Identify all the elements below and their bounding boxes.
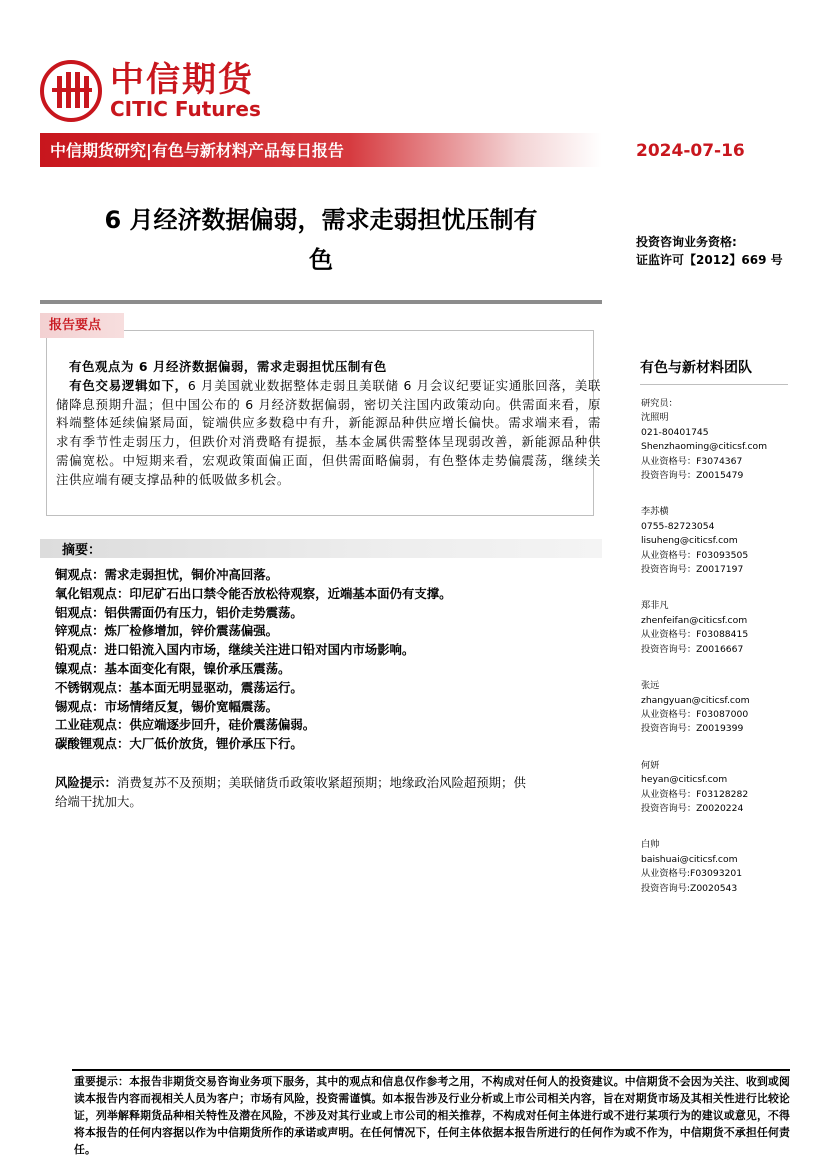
key-points-tab-label: 报告要点 bbox=[49, 318, 102, 333]
key-points-logic-body: 6 月美国就业数据整体走弱且美联储 6 月会议纪要证实通胀回落，美联储降息预期升温；但中国公布的 6 月经济数据偏弱，密切关注国内政策动向。供需面来看，原料端整体延续偏紧局面，锭端供应多数稳中有升，新能源品种供应增长偏快。需求端来看，需求有季节性走弱压力，但跌价对消费略有提振，基本金属供需整体呈现弱改善，新能源品种供需偏宽松。中短期来看，宏观政策面偏正面，但供需面略偏弱，有色整体走势偏震荡，继续关注供应端有硬支撑品种的低吸做多机会。 bbox=[56, 377, 601, 487]
summary-item: 锡观点：市场情绪反复，锡价宽幅震荡。 bbox=[55, 698, 279, 714]
summary-item: 不锈钢观点：基本面无明显驱动，震荡运行。 bbox=[55, 679, 303, 695]
researcher-name: 何妍 bbox=[641, 759, 660, 771]
researcher-advisory-number: 投资咨询号:Z0020543 bbox=[641, 882, 738, 894]
researcher-email[interactable]: Shenzhaoming@citicsf.com bbox=[641, 441, 768, 453]
summary-list bbox=[55, 566, 595, 754]
title-divider bbox=[40, 300, 602, 304]
researcher-email[interactable]: baishuai@citicsf.com bbox=[641, 853, 738, 865]
qualification-label: 投资咨询业务资格: bbox=[636, 235, 737, 249]
researcher-license: 从业资格号：F03093505 bbox=[641, 549, 749, 561]
key-points-text bbox=[56, 358, 601, 490]
key-points-logic bbox=[56, 377, 601, 490]
key-points-tab bbox=[40, 313, 124, 338]
summary-item: 铅观点：进口铅流入国内市场，继续关注进口铅对国内市场影响。 bbox=[55, 642, 415, 658]
key-points-headline-text: 有色观点为 6 月经济数据偏弱，需求走弱担忧压制有色 bbox=[69, 359, 387, 374]
researcher-email[interactable]: zhangyuan@citicsf.com bbox=[641, 694, 750, 706]
citic-logo-icon bbox=[40, 60, 102, 122]
report-series-title: 中信期货研究|有色与新材料产品每日报告 bbox=[50, 141, 344, 160]
researcher-email[interactable]: zhenfeifan@citicsf.com bbox=[641, 614, 748, 626]
qualification-value: 证监许可【2012】669 号 bbox=[636, 253, 783, 267]
summary-item: 镍观点：基本面变化有限，镍价承压震荡。 bbox=[55, 660, 291, 676]
researcher-email[interactable]: heyan@citicsf.com bbox=[641, 774, 728, 786]
report-title-line-1: 6 月经济数据偏弱，需求走弱担忧压制有 bbox=[104, 206, 538, 234]
researcher-phone: 0755-82723054 bbox=[641, 520, 715, 532]
researcher-advisory-number: 投资咨询号：Z0017197 bbox=[641, 564, 744, 576]
researcher-name: 白帅 bbox=[641, 839, 660, 851]
report-title bbox=[40, 200, 602, 280]
summary-item: 工业硅观点：供应端逐步回升，硅价震荡偏弱。 bbox=[55, 717, 316, 733]
summary-item: 铜观点：需求走弱担忧，铜价冲高回落。 bbox=[55, 567, 279, 582]
researcher-email[interactable]: lisuheng@citicsf.com bbox=[641, 535, 738, 547]
researcher-name: 张远 bbox=[641, 680, 660, 692]
report-date: 2024-07-16 bbox=[636, 141, 745, 161]
disclaimer-text: 重要提示：本报告非期货交易咨询业务项下服务，其中的观点和信息仅作参考之用，不构成对任何人的投资建议。中信期货不会因为关注、收到或阅读本报告内容而视相关人员为客户；市场有风险，投资需谨慎。如本报告涉及行业分析或上市公司相关内容，旨在对期货市场及其相关性进行比较论证，列举解释期货品种相关特性及潜在风险，不涉及对其行业或上市公司的相关推荐，不构成对任何主体进行或不进行某项行为的建议或意见，不得将本报告的任何内容据以作为中信期货所作的承诺或声明。在任何情况下，任何主体依据本报告所进行的任何作为或不作为，中信期货不承担任何责任。 bbox=[74, 1075, 790, 1156]
key-points-headline bbox=[56, 358, 601, 377]
team-title: 有色与新材料团队 bbox=[640, 360, 752, 376]
summary-item: 氧化铝观点：印尼矿石出口禁令能否放松待观察，近端基本面仍有支撑。 bbox=[55, 585, 452, 601]
summary-tab-label: 摘要： bbox=[62, 543, 102, 558]
researcher-license: 从业资格号：F03087000 bbox=[641, 708, 749, 720]
researcher-advisory-number: 投资咨询号：Z0019399 bbox=[641, 723, 744, 735]
summary-tab bbox=[40, 539, 602, 558]
researcher-license: 从业资格号：F03128282 bbox=[641, 788, 749, 800]
risk-label: 风险提示： bbox=[55, 775, 117, 790]
footer-divider bbox=[72, 1069, 790, 1071]
researcher-advisory-number: 投资咨询号：Z0015479 bbox=[641, 470, 744, 482]
team-list bbox=[641, 397, 811, 896]
summary-item: 碳酸锂观点：大厂低价放货，锂价承压下行。 bbox=[55, 736, 303, 752]
report-title-line-2: 色 bbox=[309, 246, 333, 274]
brand-name-cn: 中信期货 bbox=[110, 60, 254, 100]
researcher-license: 从业资格号：F3074367 bbox=[641, 455, 743, 467]
researcher-advisory-number: 投资咨询号：Z0020224 bbox=[641, 802, 744, 814]
brand-name-en: CITIC Futures bbox=[110, 97, 261, 121]
researcher-name: 沈照明 bbox=[641, 412, 669, 424]
summary-item: 铝观点：铝供需面仍有压力，铝价走势震荡。 bbox=[55, 604, 303, 620]
risk-body: 消费复苏不及预期；美联储货币政策收紧超预期；地缘政治风险超预期；供给端干扰加大。 bbox=[55, 775, 526, 809]
risk-warning bbox=[55, 774, 535, 811]
researcher-phone: 021-80401745 bbox=[641, 426, 709, 438]
key-points-logic-label: 有色交易逻辑如下， bbox=[69, 377, 188, 393]
team-divider bbox=[640, 384, 788, 385]
researcher-role-label: 研究员： bbox=[641, 398, 678, 409]
researcher-advisory-number: 投资咨询号：Z0016667 bbox=[641, 643, 744, 655]
researcher-license: 从业资格号：F03088415 bbox=[641, 629, 749, 641]
researcher-name: 李苏横 bbox=[641, 506, 669, 518]
summary-item: 锌观点：炼厂检修增加，锌价震荡偏强。 bbox=[55, 623, 279, 639]
researcher-name: 郑非凡 bbox=[641, 600, 669, 612]
researcher-license: 从业资格号:F03093201 bbox=[641, 868, 743, 880]
